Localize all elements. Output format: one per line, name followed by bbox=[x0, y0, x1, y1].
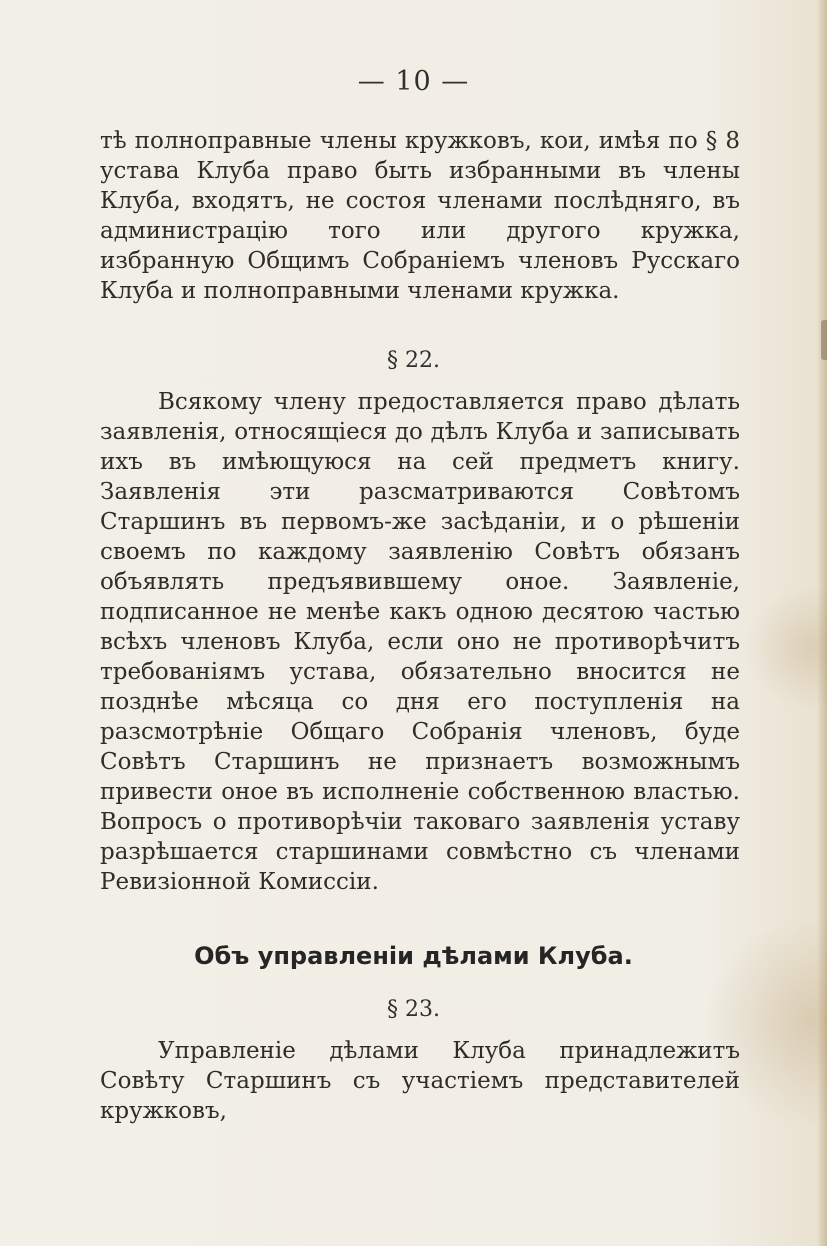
paragraph-section-22 bbox=[100, 387, 740, 897]
paragraph-text: Всякому члену предоставляется право дѣлать заявленія, относящіеся до дѣлъ Клуба и записывать ихъ въ имѣющуюся на сей предметъ книгу. Заявленія эти разсматриваются Совѣтомъ Старшинъ въ первомъ-же засѣданіи, и о рѣшеніи своемъ по каждому заявленію Совѣтъ обязанъ объявлять предъявившему оное. Заявленіе, подписанное не менѣе какъ одною десятою частью всѣхъ членовъ Клуба, если оно не противорѣчитъ требованіямъ устава, обязательно вносится не позднѣе мѣсяца со дня его поступленія на разсмотрѣніе Общаго Собранія членовъ, буде Совѣтъ Старшинъ не признаетъ возможнымъ привести оное въ исполненіе собственною властью. Вопросъ о противорѣчіи таковаго заявленія уставу разрѣшается старшинами совмѣстно съ членами Ревизіонной Комиссіи. bbox=[100, 389, 740, 895]
paragraph-text: Управленіе дѣлами Клуба принадлежитъ Совѣту Старшинъ съ участіемъ представителей кружковъ, bbox=[100, 1038, 740, 1124]
paragraph-continuation bbox=[100, 126, 740, 306]
page-number: — 10 — bbox=[357, 66, 470, 97]
section-number-22: § 22. bbox=[387, 348, 440, 373]
paragraph-text: тѣ полноправные члены кружковъ, кои, имѣя по § 8 устава Клуба право быть избранными въ члены Клуба, входятъ, не состоя членами послѣдняго, въ администрацію того или другого кружка, избранную Общимъ Собраніемъ членовъ Русскаго Клуба и полноправными членами кружка. bbox=[100, 128, 740, 304]
page-edge-mark bbox=[821, 320, 827, 360]
paragraph-section-23 bbox=[100, 1036, 740, 1126]
chapter-heading: Объ управленіи дѣлами Клуба. bbox=[194, 942, 633, 970]
section-number-23: § 23. bbox=[387, 997, 440, 1022]
